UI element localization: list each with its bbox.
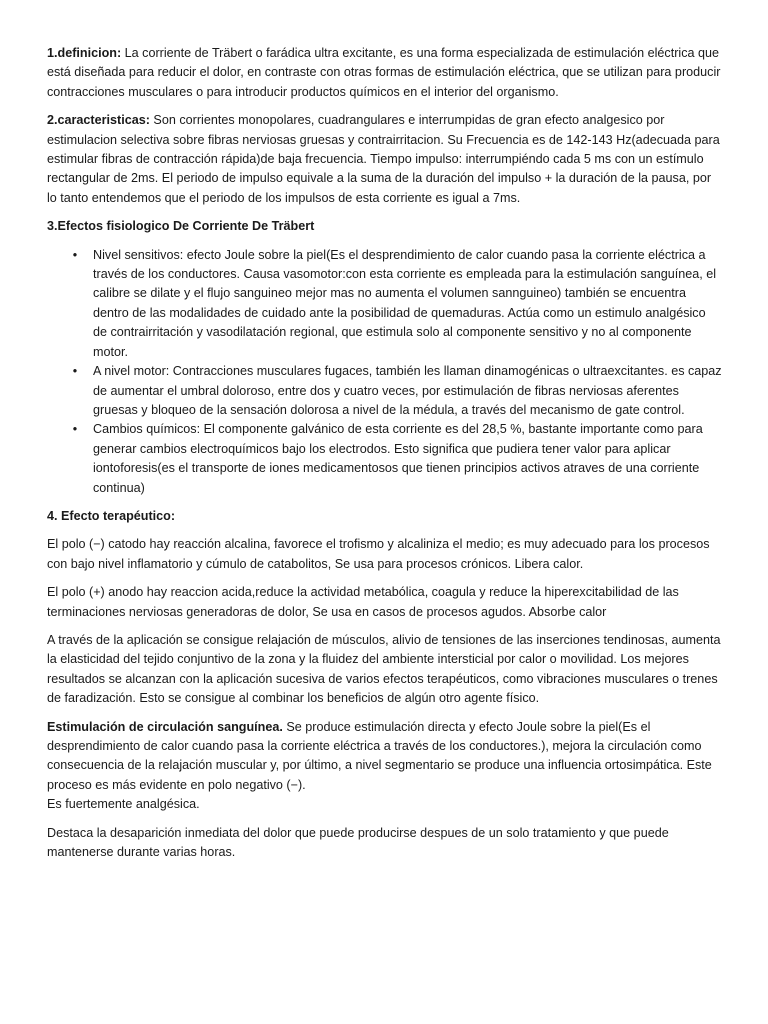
- section-caracteristicas: [47, 111, 722, 208]
- bullet-icon: •: [72, 364, 78, 379]
- section-caracteristicas-heading: 2.caracteristicas:: [47, 113, 150, 128]
- section-circulacion-text: Se produce estimulación directa y efecto Joule sobre la piel(Es el desprendimiento de calor cuando pasa la corriente eléctrica a través de los conductores.), mejora la circulación como consecuencia de la relajación muscular y, por último, a nivel segmentario se produce una influencia ortosimpática. Este proceso es más evidente en polo negativo (−).: [47, 719, 712, 792]
- section-definicion: [47, 44, 722, 102]
- list-item: [72, 362, 722, 420]
- paragraph-final: Destaca la desaparición inmediata del dolor que puede producirse despues de un solo tratamiento y que puede mantenerse durante varias horas.: [47, 825, 669, 860]
- section-definicion-text: La corriente de Träbert o farádica ultra excitante, es una forma especializada de estimulación eléctrica que está diseñada para reducir el dolor, en contraste con otras formas de estimulación eléctrica, que se utilizan para producir contracciones musculares o para introducir productos químicos en el interior del organismo.: [47, 46, 721, 99]
- section-circulacion-text-2: Es fuertemente analgésica.: [47, 797, 200, 812]
- efectos-list: [47, 246, 722, 498]
- list-item: [72, 420, 722, 498]
- section-efectos-heading: 3.Efectos fisiologico De Corriente De Träbert: [47, 219, 315, 234]
- bullet-icon: •: [72, 422, 78, 437]
- section-efecto-terapeutico-heading: 4. Efecto terapéutico:: [47, 508, 176, 523]
- section-circulacion-heading: Estimulación de circulación sanguínea.: [47, 719, 283, 734]
- list-item: [72, 246, 722, 362]
- paragraph-polo-negativo: El polo (−) catodo hay reacción alcalina, favorece el trofismo y alcaliniza el medio; es muy adecuado para los procesos con bajo nivel inflamatorio y cúmulo de catabolitos, Se usa para procesos crónicos. Libera calor.: [47, 537, 710, 571]
- section-circulacion: [47, 718, 722, 815]
- list-item-text: Nivel sensitivos: efecto Joule sobre la piel(Es el desprendimiento de calor cuando pasa la corriente eléctrica a través de los conductores. Causa vasomotor:con esta corriente es empleada para la estimulación sanguínea, el calibre se dilate y el flujo sanguineo mejor mas no aumenta el volumen sannguineo) también se encuentra dentro de las modalidades de cuidado ante la posibilidad de quemaduras. Actúa como un estimulo analgésico de contrairritación y vasodilatación regional, que estimula solo al componente sensitivo y no al componente motor.: [93, 247, 717, 359]
- list-item-text: Cambios químicos: El componente galvánico de esta corriente es del 28,5 %, bastante importante como para generar cambios electroquímicos bajo los electrodos. Esto significa que pudiera tener valor para aplicar iontoforesis(es el transporte de iones medicamentosos que tienen principios activos atraves de una corriente continua): [93, 422, 703, 495]
- list-item-text: A nivel motor: Contracciones musculares fugaces, también les llaman dinamogénicas o ultraexcitantes. es capaz de aumentar el umbral doloroso, entre dos y cuatro veces, por estimulación de fibras nerviosas aferentes gruesas y bloqueo de la sensación dolorosa a nivel de la médula, a través del mecanismo de gate control.: [93, 364, 722, 417]
- bullet-icon: •: [72, 247, 78, 262]
- section-definicion-heading: 1.definicion:: [47, 46, 122, 60]
- paragraph-relajacion: A través de la aplicación se consigue relajación de músculos, alivio de tensiones de las inserciones tendinosas, aumenta la elasticidad del tejido conjuntivo de la zona y la fluidez del ambiente intersticial por calor o movilidad. Los mejores resultados se alcanzan con la aplicación sucesiva de varios efectos terapéuticos, como vibraciones musculares o trenes de faradización. Esto se consigue al combinar los beneficios de algún otro agente físico.: [47, 632, 721, 706]
- paragraph-polo-positivo: El polo (+) anodo hay reaccion acida,reduce la actividad metabólica, coagula y reduce la hiperexcitabilidad de las terminaciones nerviosas generadoras de dolor, Se usa en casos de procesos agudos. Absorbe calor: [47, 585, 679, 619]
- section-caracteristicas-text: Son corrientes monopolares, cuadrangulares e interrumpidas de gran efecto analgesico por estimulacion selectiva sobre fibras nerviosas gruesas y contrairritacion. Su Frecuencia es de 142-143 Hz(adecuada para estimular fibras de contracción rápida)de baja frecuencia. Tiempo impulso: interrumpiéndo cada 5 ms con un estímulo rectangular de 2ms. El periodo de impulso equivale a la suma de la duración del impulso + la duración de la pausa, por lo tanto entendemos que el periodo de los impulsos de esta corriente es igual a 7ms.: [47, 113, 720, 205]
